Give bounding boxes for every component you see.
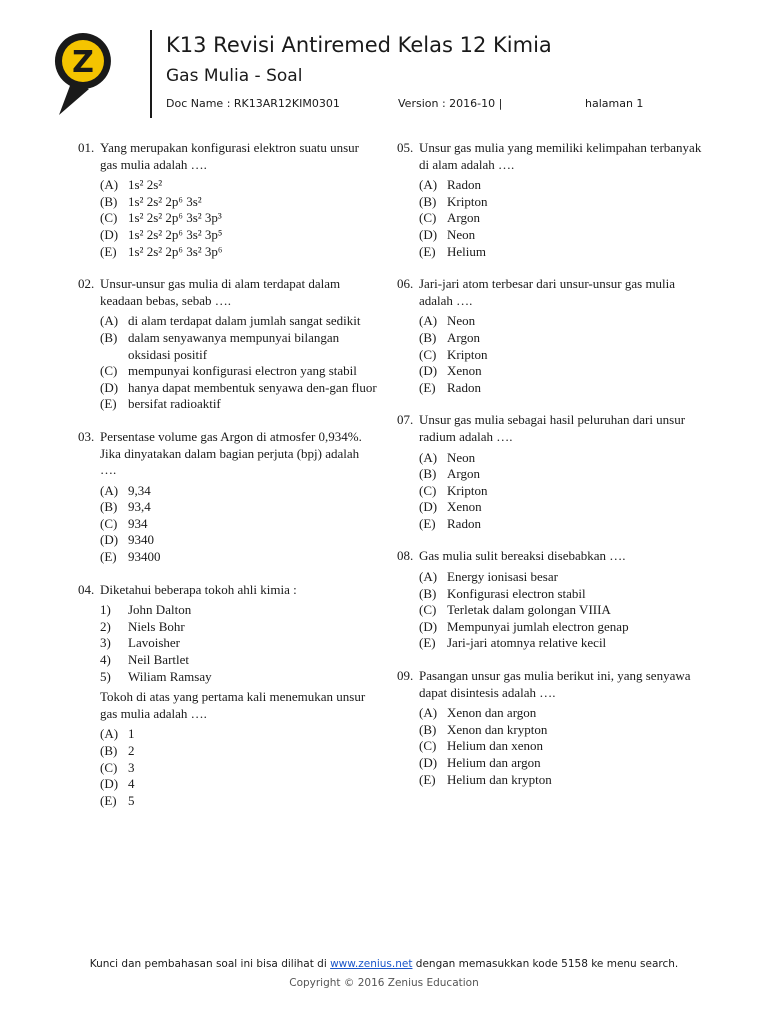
question-number: 03. <box>78 428 95 444</box>
option-text: Terletak dalam golongan VIIIA <box>447 602 611 618</box>
answer-option[interactable] <box>419 722 702 739</box>
answer-option[interactable] <box>100 396 378 413</box>
question-stem <box>78 276 378 309</box>
answer-option[interactable] <box>419 450 702 467</box>
answer-option[interactable] <box>100 313 378 330</box>
answer-option[interactable] <box>100 194 378 211</box>
option-text: Mempunyai jumlah electron genap <box>447 618 629 634</box>
option-list <box>397 705 702 788</box>
option-label: (C) <box>419 346 437 362</box>
option-text: Jari-jari atomnya relative kecil <box>447 635 607 651</box>
option-text: Kripton <box>447 193 488 209</box>
question <box>397 140 702 260</box>
question-text: Unsur-unsur gas mulia di alam terdapat dalam keadaan bebas, sebab …. <box>100 276 341 308</box>
question-text: Yang merupakan konfigurasi elektron suatu unsur gas mulia adalah …. <box>100 140 359 172</box>
option-label: (B) <box>100 193 118 209</box>
question-number: 06. <box>397 276 414 292</box>
option-label: (E) <box>419 379 436 395</box>
question-column-left <box>78 140 378 825</box>
option-text: 2 <box>128 743 135 758</box>
answer-option[interactable] <box>419 738 702 755</box>
answer-option[interactable] <box>419 772 702 789</box>
question-column-right <box>397 140 702 804</box>
answer-option[interactable] <box>419 516 702 533</box>
question-number: 09. <box>397 668 414 684</box>
option-label: (D) <box>100 532 119 548</box>
option-label: (C) <box>100 515 118 531</box>
question-text: Unsur gas mulia sebagai hasil peluruhan dari unsur radium adalah …. <box>419 412 686 444</box>
answer-option[interactable] <box>100 363 378 380</box>
option-text: 3 <box>128 759 135 775</box>
doc-name: Doc Name : RK13AR12KIM0301 <box>166 97 340 110</box>
option-label: (C) <box>100 363 118 379</box>
answer-option[interactable] <box>419 755 702 772</box>
option-label: (E) <box>419 635 436 651</box>
option-label: (A) <box>100 177 119 193</box>
option-text: bersifat radioaktif <box>128 396 221 412</box>
name-text: Neil Bartlet <box>128 652 190 668</box>
option-text: Xenon <box>447 499 482 515</box>
question <box>397 548 702 652</box>
answer-option[interactable] <box>419 313 702 330</box>
name-number: 2) <box>100 618 111 634</box>
option-text: 93,4 <box>128 499 151 515</box>
answer-option[interactable] <box>419 177 702 194</box>
option-label: (D) <box>419 226 438 242</box>
header-divider <box>150 30 152 118</box>
footer-text-after: dengan memasukkan kode 5158 ke menu search. <box>412 958 679 970</box>
option-label: (D) <box>419 755 438 770</box>
doc-version: Version : 2016-10 | <box>398 97 503 110</box>
question-number: 04. <box>78 581 95 597</box>
option-label: (A) <box>100 482 119 498</box>
question-stem <box>397 276 702 309</box>
question <box>78 140 378 260</box>
question-text: Unsur gas mulia yang memiliki kelimpahan terbanyak di alam adalah …. <box>419 140 702 172</box>
question <box>78 582 378 810</box>
question-stem <box>397 140 702 173</box>
answer-option[interactable] <box>419 705 702 722</box>
answer-option[interactable] <box>100 210 378 227</box>
option-text: 1s² 2s² 2p⁶ 3s² 3p³ <box>128 210 222 226</box>
name-list <box>78 602 378 685</box>
option-text: Radon <box>447 379 481 395</box>
name-item <box>100 619 378 636</box>
name-number: 3) <box>100 635 111 651</box>
option-text: 934 <box>128 515 148 531</box>
name-number: 5) <box>100 668 111 684</box>
option-text: 1s² 2s² 2p⁶ 3s² <box>128 193 202 209</box>
option-text: Helium dan xenon <box>447 738 544 754</box>
option-list <box>397 450 702 533</box>
answer-option[interactable] <box>419 380 702 397</box>
option-label: (E) <box>419 515 436 531</box>
name-text: Wiliam Ramsay <box>128 668 212 684</box>
name-number: 4) <box>100 652 111 668</box>
question-stem <box>78 582 378 599</box>
option-text: Helium dan krypton <box>447 771 552 787</box>
question-text: Pasangan unsur gas mulia berikut ini, yang senyawa dapat disintesis adalah …. <box>419 668 691 700</box>
name-text: Niels Bohr <box>128 618 185 634</box>
option-label: (E) <box>100 549 117 565</box>
answer-option[interactable] <box>100 760 378 777</box>
option-text: Argon <box>447 329 480 345</box>
option-label: (B) <box>419 585 437 601</box>
option-text: Xenon <box>447 363 482 379</box>
question-text: Diketahui beberapa tokoh ahli kimia : <box>100 581 297 597</box>
option-label: (A) <box>419 705 438 721</box>
question <box>78 276 378 413</box>
option-list <box>78 483 378 566</box>
answer-option[interactable] <box>100 532 378 549</box>
footer-note <box>0 958 768 970</box>
option-list <box>397 313 702 396</box>
option-text: Xenon dan krypton <box>447 721 548 737</box>
zenius-logo <box>53 31 113 117</box>
option-text: 1s² 2s² <box>128 177 163 193</box>
logo-letter: Z <box>72 45 94 80</box>
question <box>397 668 702 788</box>
option-label: (D) <box>419 363 438 379</box>
option-label: (C) <box>100 210 118 226</box>
option-text: Neon <box>447 449 476 465</box>
option-label: (A) <box>419 313 438 329</box>
question-text: Gas mulia sulit bereaksi disebabkan …. <box>419 548 626 564</box>
question-number: 05. <box>397 140 414 155</box>
option-label: (E) <box>419 771 436 787</box>
option-text: Neon <box>447 313 476 329</box>
option-label: (B) <box>419 193 437 209</box>
option-label: (C) <box>419 210 437 226</box>
option-label: (D) <box>100 776 119 792</box>
question <box>397 412 702 532</box>
question-stem <box>78 429 378 479</box>
option-label: (D) <box>419 618 438 634</box>
question <box>397 276 702 396</box>
answer-option[interactable] <box>419 244 702 261</box>
option-label: (E) <box>100 243 117 259</box>
answer-option[interactable] <box>419 194 702 211</box>
option-text: di alam terdapat dalam jumlah sangat sedikit <box>128 313 361 329</box>
name-number: 1) <box>100 602 111 618</box>
option-label: (C) <box>419 602 437 618</box>
zenius-link[interactable]: www.zenius.net <box>330 958 413 970</box>
answer-option[interactable] <box>419 210 702 227</box>
option-label: (B) <box>100 743 118 758</box>
name-item <box>100 602 378 619</box>
option-list <box>397 569 702 652</box>
answer-option[interactable] <box>100 499 378 516</box>
option-text: 1 <box>128 726 135 742</box>
page-title: K13 Revisi Antiremed Kelas 12 Kimia <box>166 33 552 57</box>
option-label: (A) <box>100 726 119 742</box>
answer-option[interactable] <box>100 516 378 533</box>
option-list <box>397 177 702 260</box>
question-text: Persentase volume gas Argon di atmosfer 0,934%. Jika dinyatakan dalam bagian perjuta (bpj) adalah …. <box>100 428 362 478</box>
option-list <box>78 313 378 413</box>
question-stem <box>397 548 702 565</box>
answer-option[interactable] <box>419 586 702 603</box>
option-text: 1s² 2s² 2p⁶ 3s² 3p⁶ <box>128 243 223 259</box>
copyright: Copyright © 2016 Zenius Education <box>289 977 479 989</box>
question <box>78 429 378 566</box>
option-list <box>78 177 378 260</box>
option-text: Konfigurasi electron stabil <box>447 585 586 601</box>
option-label: (B) <box>419 721 437 737</box>
option-label: (A) <box>419 569 438 585</box>
answer-option[interactable] <box>419 466 702 483</box>
option-label: (C) <box>419 738 437 754</box>
option-text: hanya dapat membentuk senyawa den-gan fluor <box>128 379 377 395</box>
question-stem <box>78 140 378 173</box>
answer-option[interactable] <box>419 483 702 500</box>
option-label: (A) <box>100 313 119 329</box>
name-text: John Dalton <box>128 602 192 618</box>
answer-option[interactable] <box>419 499 702 516</box>
option-label: (A) <box>419 449 438 465</box>
answer-option[interactable] <box>419 619 702 636</box>
question-text: Jari-jari atom terbesar dari unsur-unsur gas mulia adalah …. <box>419 276 676 308</box>
answer-option[interactable] <box>100 244 378 261</box>
answer-option[interactable] <box>419 602 702 619</box>
answer-option[interactable] <box>100 177 378 194</box>
answer-option[interactable] <box>100 793 378 810</box>
question-followup: Tokoh di atas yang pertama kali menemukan unsur gas mulia adalah …. <box>100 689 366 721</box>
option-text: 4 <box>128 776 135 792</box>
answer-option[interactable] <box>419 635 702 652</box>
answer-option[interactable] <box>419 569 702 586</box>
option-text: Helium dan argon <box>447 755 541 770</box>
option-text: dalam senyawanya mempunyai bilangan oksidasi positif <box>128 329 340 362</box>
option-label: (D) <box>419 499 438 515</box>
name-item <box>100 652 378 669</box>
answer-option[interactable] <box>100 483 378 500</box>
option-label: (D) <box>100 226 119 242</box>
footer-text-before: Kunci dan pembahasan soal ini bisa dilihat di <box>89 958 331 970</box>
option-label: (E) <box>419 243 436 259</box>
answer-option[interactable] <box>100 743 378 760</box>
option-label: (B) <box>100 499 118 515</box>
option-list <box>78 726 378 809</box>
page-number: halaman 1 <box>585 97 644 110</box>
option-label: (E) <box>100 396 117 412</box>
option-text: Argon <box>447 210 480 226</box>
option-text: mempunyai konfigurasi electron yang stabil <box>128 363 357 379</box>
option-label: (B) <box>419 329 437 345</box>
answer-option[interactable] <box>100 380 378 397</box>
option-text: 5 <box>128 792 135 808</box>
option-text: Radon <box>447 177 481 193</box>
option-text: 1s² 2s² 2p⁶ 3s² 3p⁵ <box>128 226 223 242</box>
option-text: 9,34 <box>128 482 151 498</box>
option-text: Kripton <box>447 346 488 362</box>
option-label: (D) <box>100 379 119 395</box>
answer-option[interactable] <box>100 726 378 743</box>
answer-option[interactable] <box>419 363 702 380</box>
option-text: Radon <box>447 515 481 531</box>
option-label: (A) <box>419 177 438 193</box>
question-stem <box>397 412 702 445</box>
option-label: (C) <box>419 482 437 498</box>
option-text: Kripton <box>447 482 488 498</box>
question-number: 07. <box>397 412 414 428</box>
answer-option[interactable] <box>100 776 378 793</box>
option-text: 9340 <box>128 532 154 548</box>
name-item <box>100 669 378 686</box>
answer-option[interactable] <box>100 227 378 244</box>
question-number: 08. <box>397 548 414 564</box>
question-number: 02. <box>78 276 95 292</box>
option-text: Energy ionisasi besar <box>447 569 558 585</box>
answer-option[interactable] <box>100 549 378 566</box>
option-label: (B) <box>100 329 118 345</box>
question-number: 01. <box>78 140 95 155</box>
answer-option[interactable] <box>100 330 378 363</box>
option-label: (B) <box>419 466 437 482</box>
option-text: Xenon dan argon <box>447 705 537 721</box>
page-subtitle: Gas Mulia - Soal <box>166 66 303 86</box>
answer-option[interactable] <box>419 227 702 244</box>
answer-option[interactable] <box>419 330 702 347</box>
option-text: 93400 <box>128 549 161 565</box>
option-label: (E) <box>100 792 117 808</box>
option-text: Helium <box>447 243 486 259</box>
option-text: Argon <box>447 466 480 482</box>
answer-option[interactable] <box>419 347 702 364</box>
name-text: Lavoisher <box>128 635 180 651</box>
option-label: (C) <box>100 759 118 775</box>
option-text: Neon <box>447 226 476 242</box>
question-stem <box>397 668 702 701</box>
name-item <box>100 635 378 652</box>
